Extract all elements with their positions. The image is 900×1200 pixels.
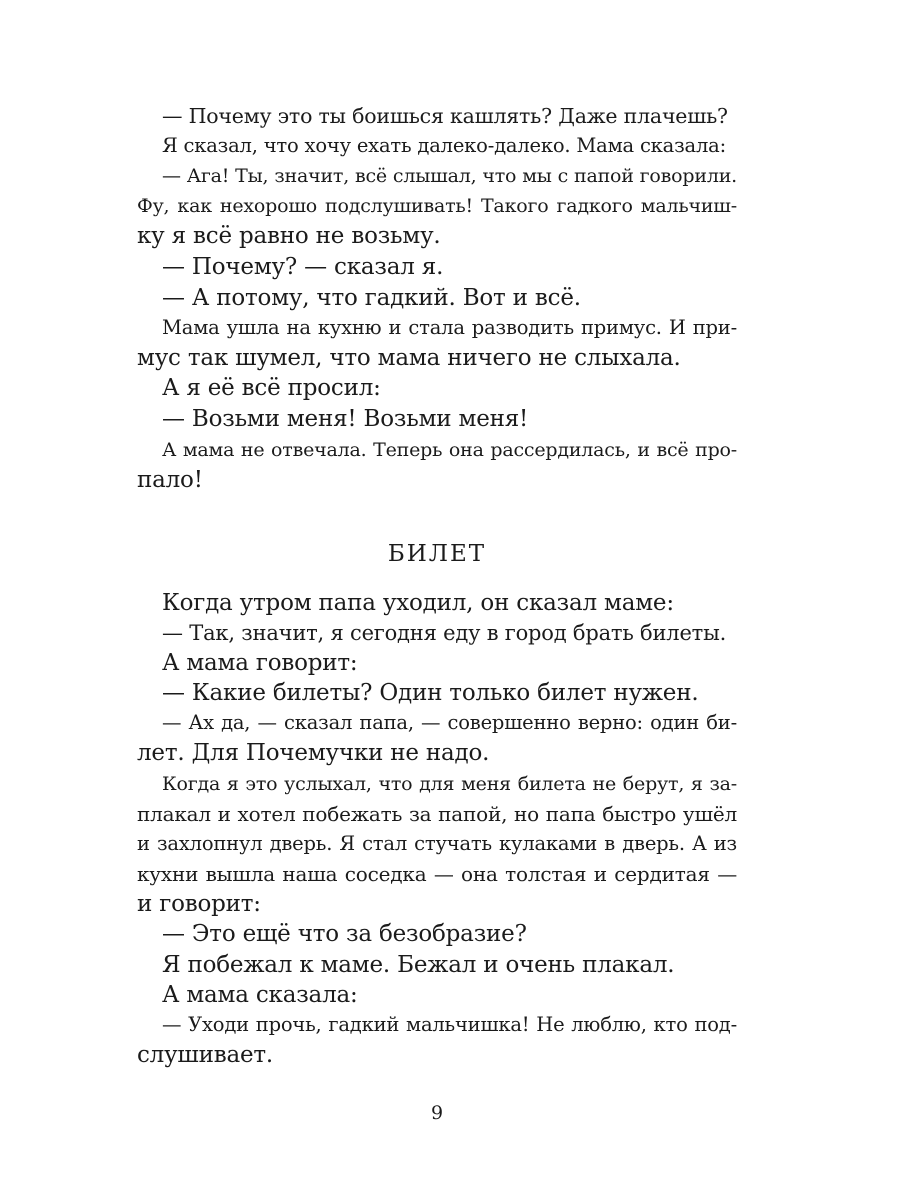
text-line: Мама ушла на кухню и стала разводить примус. И при- <box>162 316 737 339</box>
text-line: слушивает. <box>137 1042 274 1068</box>
text-line: Когда я это услыхал, что для меня билета не берут, я за- <box>162 773 737 795</box>
text-line: — Это ещё что за безобразие? <box>162 921 527 947</box>
text-line: А я её всё просил: <box>162 375 381 401</box>
text-line: Я сказал, что хочу ехать далеко-далеко. Мама сказала: <box>162 134 726 157</box>
text-line: — Ага! Ты, значит, всё слышал, что мы с папой говорили. <box>162 165 737 187</box>
text-line: — Уходи прочь, гадкий мальчишка! Не люблю, кто под- <box>162 1013 737 1036</box>
text-line: — Почему? — сказал я. <box>162 254 444 280</box>
text-line: — Ах да, — сказал папа, — совершенно верно: один би- <box>162 711 737 734</box>
text-line: А мама сказала: <box>162 982 358 1008</box>
text-line: плакал и хотел побежать за папой, но папа быстро ушёл <box>137 802 737 826</box>
text-line: — Почему это ты боишься кашлять? Даже плачешь? <box>162 104 728 128</box>
page-number: 9 <box>430 1102 444 1124</box>
text-line: лет. Для Почемучки не надо. <box>137 740 490 766</box>
text-line: ку я всё равно не возьму. <box>137 223 441 249</box>
text-line: пало! <box>137 467 203 493</box>
chapter-title: БИЛЕТ <box>387 541 487 567</box>
text-line: — Возьми меня! Возьми меня! <box>162 406 529 432</box>
text-line: Я побежал к маме. Бежал и очень плакал. <box>162 952 675 978</box>
text-line: А мама не отвечала. Теперь она рассердилась, и всё про- <box>162 439 737 461</box>
text-line: кухни вышла наша соседка — она толстая и сердитая — <box>137 862 737 886</box>
text-line: и говорит: <box>137 891 261 917</box>
text-line: Фу, как нехорошо подслушивать! Такого гадкого мальчиш- <box>137 195 737 217</box>
text-line: А мама говорит: <box>162 650 358 676</box>
text-line: мус так шумел, что мама ничего не слыхала. <box>137 345 681 371</box>
text-line: — А потому, что гадкий. Вот и всё. <box>162 285 581 311</box>
text-line: — Какие билеты? Один только билет нужен. <box>162 680 699 706</box>
text-line: и захлопнул дверь. Я стал стучать кулаками в дверь. А из <box>137 832 737 855</box>
text-line: Когда утром папа уходил, он сказал маме: <box>162 590 674 616</box>
text-line: — Так, значит, я сегодня еду в город брать билеты. <box>162 621 727 645</box>
